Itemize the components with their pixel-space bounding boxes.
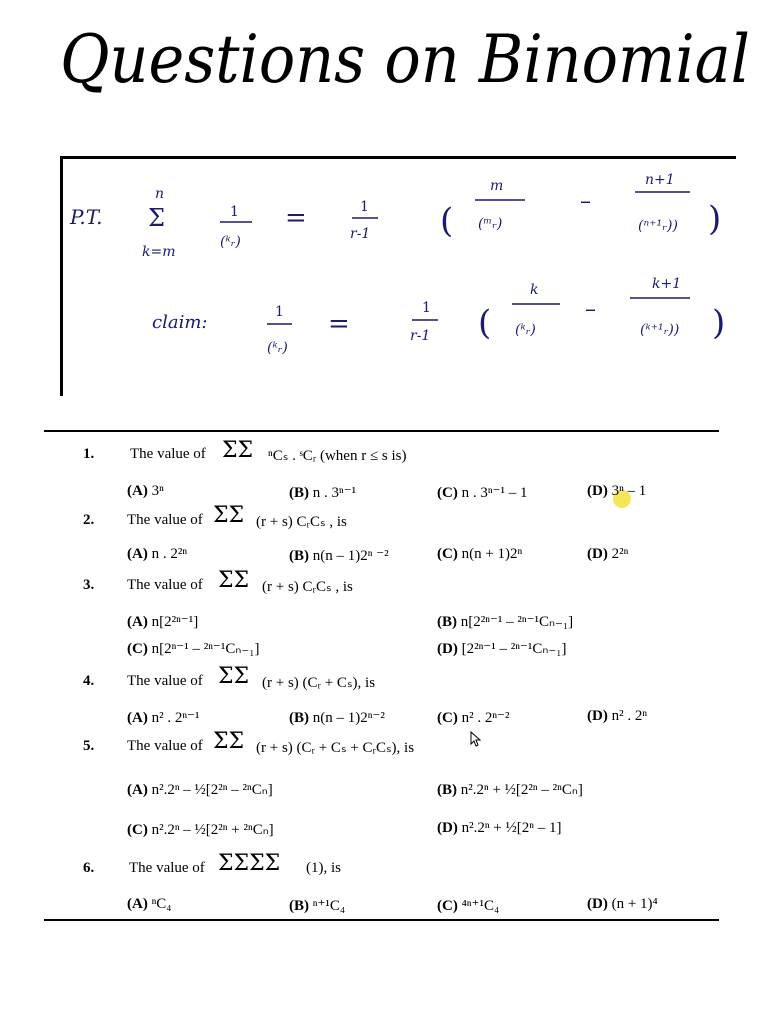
minus-1: –	[580, 189, 591, 214]
q4-option-b[interactable]: (B) n(n – 1)2ⁿ⁻²	[289, 710, 385, 726]
question-3-tail: (r + s) CᵣCₛ , is	[262, 579, 353, 595]
question-5-text: The value of	[127, 738, 203, 754]
handwritten-proof-box	[60, 156, 736, 396]
q1-option-d[interactable]: (D) 3ⁿ – 1	[587, 483, 647, 499]
q5-option-c[interactable]: (C) n².2ⁿ – ½[2²ⁿ + ²ⁿCₙ]	[127, 822, 274, 838]
claim-label: claim:	[152, 312, 208, 333]
q3-option-d[interactable]: (D) [2²ⁿ⁻¹ – ²ⁿ⁻¹Cₙ₋₁]	[437, 641, 567, 657]
q4-option-d[interactable]: (D) n² . 2ⁿ	[587, 708, 648, 724]
top-rule	[44, 430, 719, 432]
question-6-number: 6.	[83, 860, 95, 876]
claim-frac2-den: r-1	[410, 328, 431, 344]
question-1-sum: ΣΣ	[222, 438, 254, 463]
paren-close-2: )	[712, 303, 726, 343]
q2-option-a[interactable]: (A) n . 2²ⁿ	[127, 546, 188, 562]
bottom-rule	[44, 919, 719, 921]
question-4-number: 4.	[83, 673, 95, 689]
q1-option-a[interactable]: (A) 3ⁿ	[127, 483, 164, 499]
q4-option-a[interactable]: (A) n² . 2ⁿ⁻¹	[127, 710, 200, 726]
q3-option-c[interactable]: (C) n[2ⁿ⁻¹ – ²ⁿ⁻¹Cₙ₋₁]	[127, 641, 260, 657]
claim-frac3-den: (ᵏᵣ)	[515, 322, 536, 338]
frac1-den: (ᵏᵣ)	[220, 234, 241, 250]
question-6-sum: ΣΣΣΣ	[218, 851, 281, 876]
equals-2: =	[328, 309, 350, 339]
q4-option-c[interactable]: (C) n² . 2ⁿ⁻²	[437, 710, 510, 726]
question-3-text: The value of	[127, 577, 203, 593]
q3-option-b[interactable]: (B) n[2²ⁿ⁻¹ – ²ⁿ⁻¹Cₙ₋₁]	[437, 614, 574, 630]
title-text: Questions on Binomial	[60, 21, 750, 98]
claim-frac1-den: (ᵏᵣ)	[267, 340, 288, 356]
question-1-tail: ⁿCₛ . ˢCᵣ (when r ≤ s is)	[268, 448, 407, 464]
handwritten-equations	[60, 156, 736, 396]
frac3-num: m	[490, 178, 504, 194]
q5-option-a[interactable]: (A) n².2ⁿ – ½[2²ⁿ – ²ⁿCₙ]	[127, 782, 273, 798]
question-5-number: 5.	[83, 738, 95, 754]
frac2-num: 1	[360, 199, 369, 215]
q6-option-b[interactable]: (B) ⁿ⁺¹C₄	[289, 898, 346, 914]
question-6-tail: (1), is	[306, 860, 341, 876]
question-4-sum: ΣΣ	[218, 664, 250, 689]
question-2-text: The value of	[127, 512, 203, 528]
question-1-number: 1.	[83, 446, 95, 462]
claim-frac4-num: k+1	[652, 276, 682, 292]
question-2-tail: (r + s) CᵣCₛ , is	[256, 514, 347, 530]
question-2-sum: ΣΣ	[213, 503, 245, 528]
minus-2: –	[585, 297, 596, 322]
pt-label: P.T.	[70, 205, 103, 229]
mouse-pointer-icon	[470, 731, 482, 747]
question-3-sum: ΣΣ	[218, 568, 250, 593]
question-5-tail: (r + s) (Cᵣ + Cₛ + CᵣCₛ), is	[256, 740, 415, 756]
equals-1: =	[285, 203, 307, 233]
q1-option-c[interactable]: (C) n . 3ⁿ⁻¹ – 1	[437, 485, 528, 501]
q2-option-c[interactable]: (C) n(n + 1)2ⁿ	[437, 546, 523, 562]
question-4-tail: (r + s) (Cᵣ + Cₛ), is	[262, 675, 376, 691]
question-2-number: 2.	[83, 512, 95, 528]
claim-frac2-num: 1	[422, 300, 431, 316]
handwritten-title	[0, 0, 768, 140]
claim-frac3-num: k	[530, 282, 539, 298]
frac2-den: r-1	[350, 226, 371, 242]
question-6-text: The value of	[129, 860, 205, 876]
claim-frac4-den: (ᵏ⁺¹ᵣ))	[640, 322, 680, 338]
question-1-text: The value of	[130, 446, 206, 462]
frac4-den: (ⁿ⁺¹ᵣ))	[638, 218, 678, 234]
paren-open-1: (	[440, 201, 454, 241]
q3-option-a[interactable]: (A) n[2²ⁿ⁻¹]	[127, 614, 199, 630]
q6-option-d[interactable]: (D) (n + 1)⁴	[587, 896, 658, 912]
frac1-num: 1	[230, 204, 239, 220]
q1-option-b[interactable]: (B) n . 3ⁿ⁻¹	[289, 485, 357, 501]
sum-lower: k=m	[142, 244, 176, 260]
sigma-symbol: Σ	[148, 204, 165, 232]
q6-option-a[interactable]: (A) ⁿC₄	[127, 896, 172, 912]
q5-option-d[interactable]: (D) n².2ⁿ + ½[2ⁿ – 1]	[437, 820, 562, 836]
paren-close-1: )	[708, 199, 722, 239]
claim-frac1-num: 1	[275, 304, 284, 320]
sum-upper: n	[155, 186, 165, 202]
q5-option-b[interactable]: (B) n².2ⁿ + ½[2²ⁿ – ²ⁿCₙ]	[437, 782, 583, 798]
paren-open-2: (	[478, 303, 492, 343]
q2-option-b[interactable]: (B) n(n – 1)2ⁿ ⁻²	[289, 548, 389, 564]
frac3-den: (ᵐᵣ)	[478, 216, 503, 232]
question-4-text: The value of	[127, 673, 203, 689]
q6-option-c[interactable]: (C) ⁴ⁿ⁺¹C₄	[437, 898, 500, 914]
q2-option-d[interactable]: (D) 2²ⁿ	[587, 546, 629, 562]
frac4-num: n+1	[645, 172, 675, 188]
question-3-number: 3.	[83, 577, 95, 593]
question-5-sum: ΣΣ	[213, 729, 245, 754]
